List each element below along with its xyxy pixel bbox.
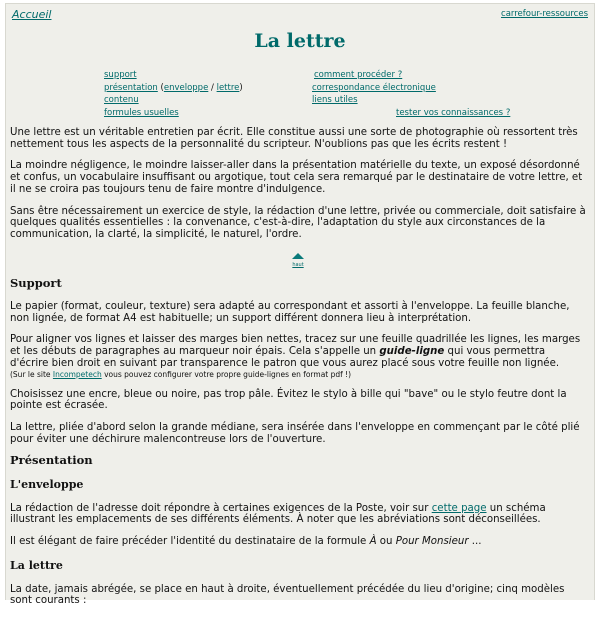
support-paragraph-2 xyxy=(10,334,586,378)
page-frame xyxy=(5,3,595,607)
intro-paragraph-1: Une lettre est un véritable entretien par écrit. Elle constitue aussi une sorte de photographie où ressortent très nettement tous les aspects de la personnalité du scripteur. N'oublions pas que les écrits restent ! xyxy=(10,127,578,150)
env-p1-text-b: un schéma illustrant les emplacements de ses différents éléments. À noter que les abréviations sont déconseillées. xyxy=(10,502,546,526)
toc-paren-open: ( xyxy=(157,82,164,93)
toc-liens-utiles-link[interactable]: liens utiles xyxy=(312,95,358,105)
enveloppe-paragraph-1 xyxy=(10,503,586,526)
section-heading-support: Support xyxy=(10,276,62,291)
cette-page-link[interactable]: cette page xyxy=(431,502,487,514)
env-p2-end: ... xyxy=(468,536,482,548)
lettre-paragraph-1: La date, jamais abrégée, se place en haut à droite, éventuellement précédée du lieu d'origine; cinq modèles sont courants : xyxy=(10,583,565,607)
support-paragraph-1: Le papier (format, couleur, texture) sera adapté au correspondant et assorti à l'enveloppe. La feuille blanche, non lignée, de format A4 est habituelle; un support différent donnera lieu à interprétation. xyxy=(10,301,570,324)
toc-correspondance-link[interactable]: correspondance électronique xyxy=(312,82,436,93)
support-paragraph-4: La lettre, pliée d'abord selon la grande médiane, sera insérée dans l'enveloppe en commençant par le côté plié pour éviter une déchirure malencontreuse lors de l'ouverture. xyxy=(10,421,580,445)
note-text-a: (Sur le site xyxy=(10,369,53,379)
env-p1-text-a: La rédaction de l'adresse doit répondre à certaines exigences de la Poste, voir sur xyxy=(10,502,432,514)
env-p2-mid: ou xyxy=(376,536,396,548)
main-content xyxy=(10,127,586,617)
toc-support-link[interactable]: support xyxy=(104,70,137,80)
home-link[interactable]: Accueil xyxy=(12,8,52,21)
toc-paren-close: ) xyxy=(239,82,243,93)
toc-presentation-link[interactable]: présentation xyxy=(104,82,158,93)
support-p2-text-a: Pour aligner vos lignes et laisser des marges bien nettes, tracez sur une feuille quadrillée les lignes, les marges et les débuts de paragraphes au marqueur noir épais. Cela s'appelle un xyxy=(10,334,581,358)
top-bar xyxy=(12,8,588,22)
toc-contenu-link[interactable]: contenu xyxy=(104,95,139,105)
toc-comment-proceder-link[interactable]: comment procéder ? xyxy=(314,70,403,80)
env-p2-em-a: À xyxy=(369,536,377,548)
incompetech-note xyxy=(10,370,586,379)
support-paragraph-3: Choisissez une encre, bleue ou noire, pas trop pâle. Évitez le stylo à bille qui "bave" ou le stylo feutre dont la pointe est écrasée. xyxy=(10,388,567,412)
back-to-top-label[interactable]: haut xyxy=(292,262,304,269)
enveloppe-paragraph-2 xyxy=(10,536,586,548)
toc-slash: / xyxy=(208,82,217,93)
env-p2-text-a: Il est élégant de faire précéder l'identité du destinataire de la formule xyxy=(10,536,370,548)
back-to-top[interactable] xyxy=(10,251,586,269)
note-text-b: vous pouvez configurer votre propre guide-lignes en format pdf !) xyxy=(101,369,352,379)
toc-enveloppe-link[interactable]: enveloppe xyxy=(163,82,209,93)
intro-paragraph-3: Sans être nécessairement un exercice de style, la rédaction d'une lettre, privée ou commerciale, doit satisfaire à quelques qualités essentielles : la convenance, c'est-à-dire, l'adaptation du style aux circonstances de la communication, la clarté, la simplicité, le naturel, l'ordre. xyxy=(10,205,586,240)
intro-paragraph-2: La moindre négligence, le moindre laisser-aller dans la présentation matérielle du texte, un exposé désordonné et confus, un vocabulaire insuffisant ou argotique, tout cela sera remarqué par le destinataire de votre lettre, et il ne se croira pas toujours tenu de faire montre d'indulgence. xyxy=(10,160,583,195)
arrow-up-icon[interactable] xyxy=(292,253,304,259)
external-resources-link[interactable]: carrefour-ressources xyxy=(501,9,588,19)
incompetech-link[interactable]: Incompetech xyxy=(52,369,102,379)
guide-ligne-term: guide-ligne xyxy=(379,346,445,358)
toc-tester-link[interactable]: tester vos connaissances ? xyxy=(396,107,511,118)
subheading-lettre: La lettre xyxy=(10,558,63,572)
page-title: La lettre xyxy=(254,30,346,52)
section-heading-presentation: Présentation xyxy=(10,453,93,468)
support-p2-text-c: qui vous permettra d'écrire bien droit en suivant par transparence le patron que vous aurez placé sous votre feuille non lignée. xyxy=(10,346,560,369)
subheading-enveloppe: L'enveloppe xyxy=(10,478,84,492)
toc-lettre-link[interactable]: lettre xyxy=(216,82,240,93)
toc-formules-link[interactable]: formules usuelles xyxy=(104,107,179,118)
env-p2-em-pour-monsieur: Pour Monsieur xyxy=(395,536,469,548)
